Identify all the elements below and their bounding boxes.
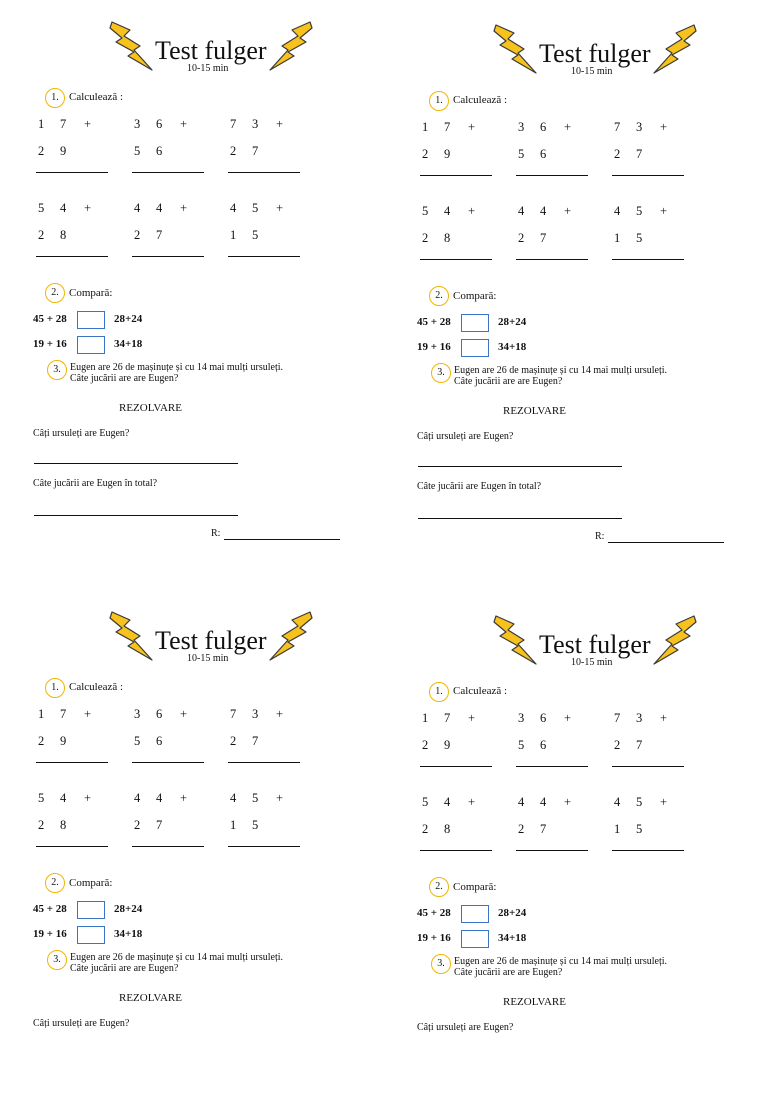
digit: 1: [230, 228, 237, 242]
problem-line-2: Câte jucării are are Eugen?: [70, 373, 179, 384]
worksheet-copy: [384, 3, 768, 542]
plus-sign: +: [468, 120, 476, 134]
sum-line: [420, 766, 492, 767]
problem-line-2: Câte jucării are are Eugen?: [70, 963, 179, 974]
sum-line: [420, 175, 492, 176]
addition-top-row: [134, 707, 187, 722]
digit: 7: [636, 738, 643, 752]
answer-blank[interactable]: [418, 466, 622, 467]
comparison-right: 28+24: [498, 316, 527, 328]
comparison-left: 19 + 16: [417, 932, 451, 944]
sum-line: [132, 846, 204, 847]
addition-bottom-row: [518, 147, 564, 162]
comparison-left: 19 + 16: [417, 341, 451, 353]
worksheet-copy: [0, 0, 384, 539]
digit: 7: [156, 818, 163, 832]
problem-line-2: Câte jucării are are Eugen?: [454, 967, 563, 978]
digit: 5: [636, 795, 643, 809]
exercise-number: 3.: [47, 950, 67, 970]
exercise-label: Calculează :: [453, 94, 508, 106]
question-2: Câte jucării are Eugen în total?: [33, 478, 158, 489]
digit: 7: [540, 231, 547, 245]
addition-top-row: [230, 117, 283, 132]
digit: 6: [540, 120, 547, 134]
digit: 2: [38, 734, 45, 748]
digit: 4: [134, 201, 141, 215]
digit: 5: [38, 791, 45, 805]
digit: 5: [636, 822, 643, 836]
question-2: Câte jucării are Eugen în total?: [417, 481, 542, 492]
worksheet-copy: [384, 594, 768, 1106]
addition-bottom-row: [614, 738, 660, 753]
comparison-right: 34+18: [114, 338, 143, 350]
comparison-box[interactable]: [461, 339, 489, 357]
addition-top-row: [38, 791, 91, 806]
digit: 4: [230, 201, 237, 215]
addition-top-row: [614, 204, 667, 219]
plus-sign: +: [276, 117, 284, 131]
addition-top-row: [614, 711, 667, 726]
exercise-number: 1.: [45, 678, 65, 698]
digit: 5: [636, 204, 643, 218]
digit: 1: [38, 707, 45, 721]
lightning-bolt-svg: [652, 614, 698, 666]
addition-bottom-row: [614, 231, 660, 246]
digit: 1: [422, 120, 429, 134]
digit: 3: [134, 117, 141, 131]
digit: 4: [156, 791, 163, 805]
problem-line-2: Câte jucării are are Eugen?: [454, 376, 563, 387]
addition-top-row: [422, 711, 475, 726]
digit: 7: [614, 711, 621, 725]
lightning-bolt-icon: [108, 20, 154, 72]
sum-line: [612, 850, 684, 851]
plus-sign: +: [180, 201, 188, 215]
sum-line: [228, 256, 300, 257]
plus-sign: +: [276, 791, 284, 805]
digit: 5: [134, 734, 141, 748]
addition-top-row: [614, 795, 667, 810]
problem-line-1: Eugen are 26 de mașinuțe și cu 14 mai mulți ursuleți.: [454, 365, 668, 376]
exercise-number: 2.: [45, 283, 65, 303]
digit: 5: [636, 231, 643, 245]
answer-blank[interactable]: [34, 515, 238, 516]
addition-bottom-row: [230, 734, 276, 749]
digit: 8: [444, 231, 451, 245]
sum-line: [132, 762, 204, 763]
sum-line: [516, 766, 588, 767]
digit: 4: [614, 204, 621, 218]
digit: 4: [60, 791, 67, 805]
comparison-box[interactable]: [77, 926, 105, 944]
answer-label: R:: [211, 528, 221, 539]
lightning-bolt-svg: [652, 23, 698, 75]
digit: 5: [252, 201, 259, 215]
digit: 9: [60, 144, 67, 158]
digit: 3: [636, 711, 643, 725]
digit: 7: [60, 117, 67, 131]
digit: 6: [540, 147, 547, 161]
digit: 2: [38, 818, 45, 832]
digit: 2: [134, 818, 141, 832]
addition-bottom-row: [38, 734, 84, 749]
addition-top-row: [134, 791, 187, 806]
comparison-box[interactable]: [461, 314, 489, 332]
digit: 2: [614, 147, 621, 161]
digit: 4: [540, 204, 547, 218]
digit: 2: [38, 228, 45, 242]
addition-bottom-row: [38, 228, 84, 243]
plus-sign: +: [276, 707, 284, 721]
answer-blank[interactable]: [224, 539, 340, 540]
sum-line: [36, 172, 108, 173]
exercise-number: 1.: [429, 682, 449, 702]
digit: 2: [230, 144, 237, 158]
plus-sign: +: [84, 707, 92, 721]
digit: 1: [614, 822, 621, 836]
digit: 4: [614, 795, 621, 809]
digit: 6: [156, 117, 163, 131]
comparison-right: 28+24: [114, 903, 143, 915]
addition-top-row: [518, 204, 571, 219]
comparison-right: 34+18: [498, 341, 527, 353]
comparison-box[interactable]: [77, 311, 105, 329]
sum-line: [132, 256, 204, 257]
plus-sign: +: [84, 201, 92, 215]
problem-line-1: Eugen are 26 de mașinuțe și cu 14 mai mulți ursuleți.: [454, 956, 668, 967]
addition-bottom-row: [518, 822, 564, 837]
digit: 7: [444, 120, 451, 134]
addition-bottom-row: [38, 818, 84, 833]
plus-sign: +: [180, 707, 188, 721]
addition-top-row: [38, 201, 91, 216]
addition-bottom-row: [422, 822, 468, 837]
digit: 5: [518, 147, 525, 161]
sum-line: [516, 175, 588, 176]
plus-sign: +: [660, 120, 668, 134]
digit: 7: [636, 147, 643, 161]
addition-top-row: [230, 707, 283, 722]
addition-top-row: [422, 120, 475, 135]
digit: 4: [444, 204, 451, 218]
plus-sign: +: [84, 117, 92, 131]
plus-sign: +: [468, 711, 476, 725]
addition-bottom-row: [134, 734, 180, 749]
digit: 3: [518, 711, 525, 725]
sum-line: [228, 846, 300, 847]
solution-heading: REZOLVARE: [119, 992, 182, 1004]
comparison-left: 19 + 16: [33, 338, 67, 350]
digit: 4: [518, 795, 525, 809]
exercise-number: 1.: [45, 88, 65, 108]
sum-line: [420, 259, 492, 260]
exercise-label: Calculează :: [453, 685, 508, 697]
worksheet-title: Test fulger: [155, 36, 267, 65]
addition-bottom-row: [230, 144, 276, 159]
sum-line: [36, 256, 108, 257]
exercise-number: 3.: [431, 363, 451, 383]
addition-top-row: [518, 120, 571, 135]
digit: 4: [518, 204, 525, 218]
exercise-number: 3.: [431, 954, 451, 974]
plus-sign: +: [180, 117, 188, 131]
addition-top-row: [134, 201, 187, 216]
digit: 2: [518, 822, 525, 836]
lightning-bolt-icon: [492, 614, 538, 666]
digit: 4: [444, 795, 451, 809]
digit: 6: [156, 144, 163, 158]
plus-sign: +: [660, 204, 668, 218]
addition-top-row: [422, 204, 475, 219]
digit: 5: [134, 144, 141, 158]
digit: 2: [422, 147, 429, 161]
sum-line: [516, 259, 588, 260]
sum-line: [516, 850, 588, 851]
lightning-bolt-icon: [652, 23, 698, 75]
solution-heading: REZOLVARE: [119, 402, 182, 414]
exercise-number: 2.: [429, 877, 449, 897]
digit: 7: [540, 822, 547, 836]
sum-line: [420, 850, 492, 851]
exercise-number: 2.: [429, 286, 449, 306]
digit: 5: [422, 204, 429, 218]
lightning-bolt-icon: [652, 614, 698, 666]
exercise-label: Compară:: [453, 290, 497, 302]
comparison-box[interactable]: [77, 901, 105, 919]
sum-line: [612, 259, 684, 260]
answer-blank[interactable]: [34, 463, 238, 464]
digit: 5: [518, 738, 525, 752]
addition-bottom-row: [230, 818, 276, 833]
digit: 8: [60, 228, 67, 242]
digit: 3: [134, 707, 141, 721]
sum-line: [228, 762, 300, 763]
sum-line: [612, 175, 684, 176]
plus-sign: +: [468, 795, 476, 809]
digit: 1: [38, 117, 45, 131]
comparison-box[interactable]: [461, 930, 489, 948]
lightning-bolt-icon: [268, 20, 314, 72]
exercise-label: Calculează :: [69, 681, 124, 693]
digit: 9: [444, 738, 451, 752]
worksheet-duration: 10-15 min: [571, 66, 613, 77]
exercise-number: 1.: [429, 91, 449, 111]
digit: 2: [518, 231, 525, 245]
digit: 7: [230, 117, 237, 131]
digit: 1: [230, 818, 237, 832]
lightning-bolt-svg: [108, 610, 154, 662]
plus-sign: +: [564, 711, 572, 725]
addition-top-row: [518, 711, 571, 726]
lightning-bolt-icon: [268, 610, 314, 662]
worksheet-duration: 10-15 min: [571, 657, 613, 668]
digit: 2: [134, 228, 141, 242]
answer-blank[interactable]: [608, 542, 724, 543]
addition-bottom-row: [518, 738, 564, 753]
plus-sign: +: [564, 120, 572, 134]
addition-top-row: [422, 795, 475, 810]
plus-sign: +: [84, 791, 92, 805]
addition-bottom-row: [230, 228, 276, 243]
digit: 7: [252, 144, 259, 158]
lightning-bolt-svg: [492, 614, 538, 666]
digit: 5: [252, 228, 259, 242]
answer-label: R:: [595, 531, 605, 542]
solution-heading: REZOLVARE: [503, 405, 566, 417]
digit: 9: [60, 734, 67, 748]
plus-sign: +: [564, 204, 572, 218]
question-1: Câți ursuleți are Eugen?: [33, 1018, 130, 1029]
answer-blank[interactable]: [418, 518, 622, 519]
worksheet-duration: 10-15 min: [187, 63, 229, 74]
lightning-bolt-svg: [108, 20, 154, 72]
digit: 6: [540, 711, 547, 725]
sum-line: [36, 762, 108, 763]
digit: 5: [38, 201, 45, 215]
digit: 7: [60, 707, 67, 721]
sum-line: [36, 846, 108, 847]
addition-top-row: [134, 117, 187, 132]
addition-bottom-row: [134, 144, 180, 159]
question-1: Câți ursuleți are Eugen?: [417, 431, 514, 442]
exercise-label: Compară:: [453, 881, 497, 893]
addition-bottom-row: [38, 144, 84, 159]
worksheet-title: Test fulger: [155, 626, 267, 655]
digit: 2: [614, 738, 621, 752]
addition-bottom-row: [134, 818, 180, 833]
plus-sign: +: [660, 795, 668, 809]
digit: 2: [422, 738, 429, 752]
comparison-left: 45 + 28: [33, 903, 67, 915]
digit: 9: [444, 147, 451, 161]
lightning-bolt-icon: [492, 23, 538, 75]
exercise-number: 3.: [47, 360, 67, 380]
addition-bottom-row: [422, 147, 468, 162]
addition-bottom-row: [614, 822, 660, 837]
exercise-label: Compară:: [69, 287, 113, 299]
digit: 4: [60, 201, 67, 215]
addition-bottom-row: [134, 228, 180, 243]
comparison-right: 34+18: [498, 932, 527, 944]
sum-line: [132, 172, 204, 173]
addition-bottom-row: [518, 231, 564, 246]
digit: 7: [444, 711, 451, 725]
digit: 7: [252, 734, 259, 748]
digit: 4: [540, 795, 547, 809]
lightning-bolt-svg: [492, 23, 538, 75]
comparison-box[interactable]: [461, 905, 489, 923]
digit: 4: [156, 201, 163, 215]
comparison-left: 45 + 28: [417, 907, 451, 919]
solution-heading: REZOLVARE: [503, 996, 566, 1008]
addition-top-row: [38, 707, 91, 722]
digit: 6: [156, 734, 163, 748]
digit: 5: [252, 791, 259, 805]
digit: 8: [444, 822, 451, 836]
worksheet-duration: 10-15 min: [187, 653, 229, 664]
exercise-label: Calculează :: [69, 91, 124, 103]
addition-top-row: [230, 201, 283, 216]
digit: 5: [422, 795, 429, 809]
digit: 4: [134, 791, 141, 805]
digit: 7: [614, 120, 621, 134]
sum-line: [612, 766, 684, 767]
comparison-right: 34+18: [114, 928, 143, 940]
exercise-label: Compară:: [69, 877, 113, 889]
addition-bottom-row: [614, 147, 660, 162]
digit: 1: [422, 711, 429, 725]
digit: 7: [156, 228, 163, 242]
plus-sign: +: [660, 711, 668, 725]
problem-line-1: Eugen are 26 de mașinuțe și cu 14 mai mulți ursuleți.: [70, 362, 284, 373]
comparison-left: 45 + 28: [33, 313, 67, 325]
digit: 1: [614, 231, 621, 245]
digit: 3: [252, 707, 259, 721]
comparison-right: 28+24: [114, 313, 143, 325]
digit: 6: [540, 738, 547, 752]
digit: 6: [156, 707, 163, 721]
question-1: Câți ursuleți are Eugen?: [33, 428, 130, 439]
comparison-left: 19 + 16: [33, 928, 67, 940]
comparison-right: 28+24: [498, 907, 527, 919]
digit: 2: [230, 734, 237, 748]
plus-sign: +: [276, 201, 284, 215]
addition-top-row: [230, 791, 283, 806]
digit: 7: [230, 707, 237, 721]
lightning-bolt-icon: [108, 610, 154, 662]
digit: 4: [230, 791, 237, 805]
addition-top-row: [38, 117, 91, 132]
digit: 2: [38, 144, 45, 158]
addition-top-row: [614, 120, 667, 135]
digit: 5: [252, 818, 259, 832]
comparison-box[interactable]: [77, 336, 105, 354]
sum-line: [228, 172, 300, 173]
plus-sign: +: [564, 795, 572, 809]
digit: 3: [636, 120, 643, 134]
addition-top-row: [518, 795, 571, 810]
addition-bottom-row: [422, 231, 468, 246]
digit: 8: [60, 818, 67, 832]
worksheet-copy: [0, 590, 384, 1102]
exercise-number: 2.: [45, 873, 65, 893]
plus-sign: +: [180, 791, 188, 805]
lightning-bolt-svg: [268, 20, 314, 72]
question-1: Câți ursuleți are Eugen?: [417, 1022, 514, 1033]
plus-sign: +: [468, 204, 476, 218]
digit: 3: [252, 117, 259, 131]
digit: 2: [422, 231, 429, 245]
digit: 2: [422, 822, 429, 836]
digit: 3: [518, 120, 525, 134]
problem-line-1: Eugen are 26 de mașinuțe și cu 14 mai mulți ursuleți.: [70, 952, 284, 963]
comparison-left: 45 + 28: [417, 316, 451, 328]
worksheet-title: Test fulger: [539, 630, 651, 659]
worksheet-title: Test fulger: [539, 39, 651, 68]
lightning-bolt-svg: [268, 610, 314, 662]
addition-bottom-row: [422, 738, 468, 753]
